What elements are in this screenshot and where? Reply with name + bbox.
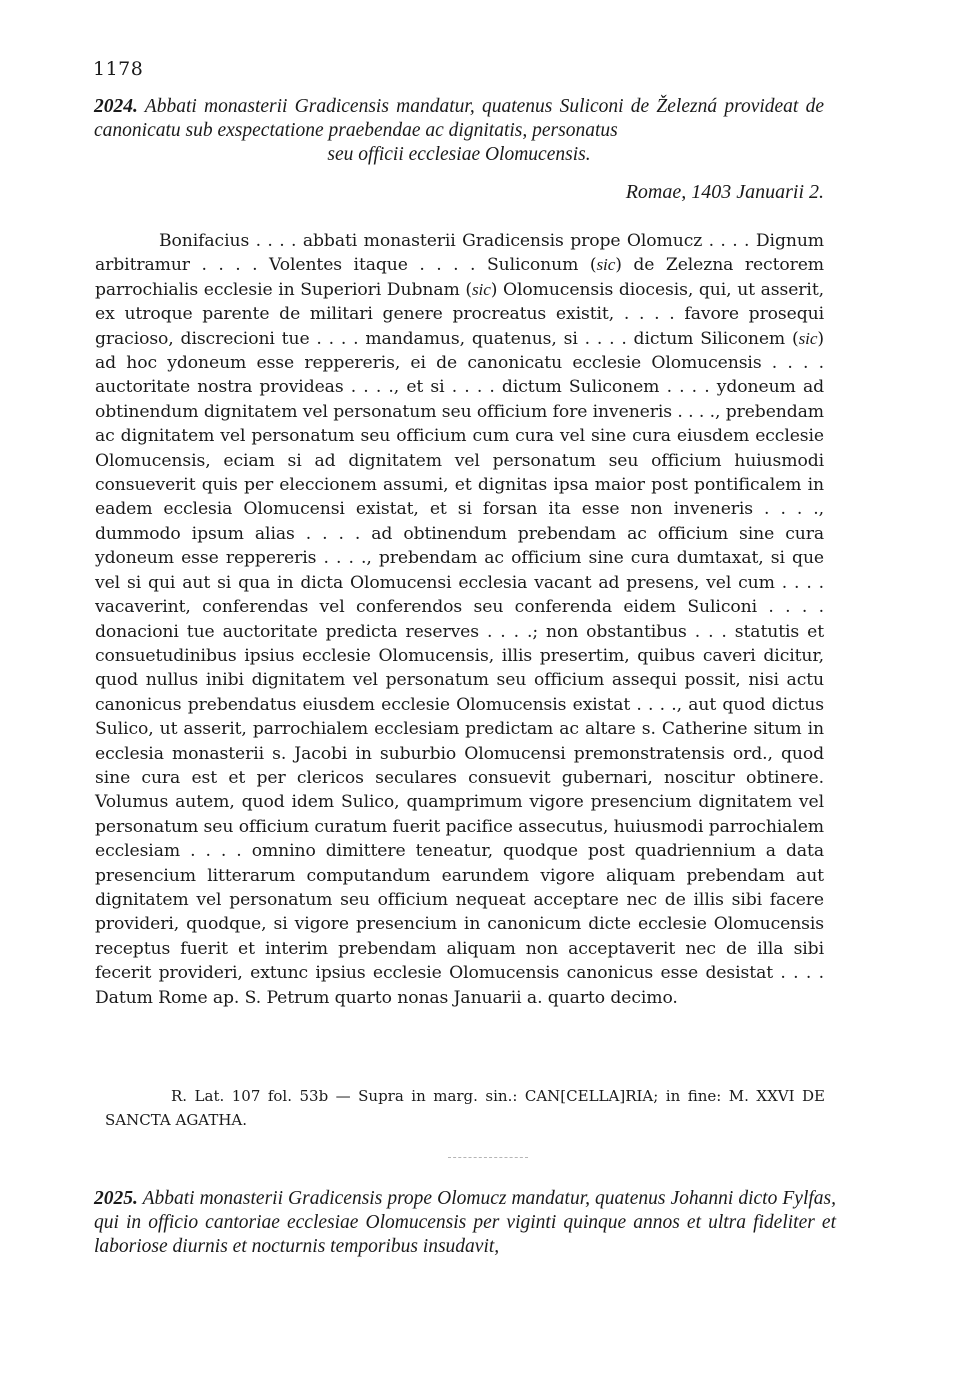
source-note — [105, 1084, 825, 1132]
source-note-text: R. Lat. 107 fol. 53b — Supra in marg. sin.: CAN[CELLA]RIA; in fine: M. XXVI DE SANCTA AGATHA. — [105, 1087, 825, 1129]
regest-text-line3: seu officii ecclesiae Olomucensis. — [327, 144, 591, 165]
body-segment: ) de Zelezna rectorem parrochialis ecclesie in Superiori Dubnam ( — [95, 255, 825, 300]
section-divider — [448, 1157, 528, 1158]
sic-marker: sic — [798, 328, 818, 348]
document-number: 2024. — [94, 96, 138, 117]
regest-2025 — [94, 1187, 836, 1259]
body-segment: ) Olomucensis diocesis, qui, ut asserit, ex utroque parente de militari genere procreatus existit, . . . . favore prosequi gracioso, discrecioni tue . . . . mandamus, quatenus, si . . . . dictum Siliconem ( — [95, 279, 824, 349]
document-number: 2025. — [94, 1188, 138, 1209]
regest-2024 — [94, 95, 824, 167]
sic-marker: sic — [471, 279, 491, 299]
regest-text-line2: provideat de canonicatu sub exspectatione praebendae ac dignitatis, personatus — [94, 96, 825, 141]
body-segment: Bonifacius . . . . abbati monasterii Gradicensis prope Olomucz . . . . Dignum arbitramur . . . . Volentes itaque . . . . Suliconum ( — [95, 231, 824, 276]
sic-marker: sic — [596, 255, 616, 275]
regest-text-line1: Abbati monasterii Gradicensis mandatur, quatenus Suliconi de Železná — [144, 96, 718, 117]
body-segment: ) ad hoc ydoneum esse reppereris, ei de canonicatu ecclesie Olomucensis . . . . auctoritate nostra provideas . . . ., et si . . . . dictum Suliconem . . . . ydoneum ad obtinendum dignitatem vel personatum seu officium fore inveneris . . . ., prebendam ac dignitatem vel personatum seu officium cum cura vel sine cura eiusdem ecclesie Olomucensis, eciam si ad dignitatem vel personatum seu officium huiusmodi consueverit quis per eleccionem assumi, et dignitas ipsa maior post pontificalem in eadem ecclesia Olomucensi existat, et si forsan ita esse non inveneris . . . ., dummodo ipsum alias . . . . ad obtinendum prebendam ac officium sine cura ydoneum esse reppereris . . . ., prebendam ac officium sine cura dumtaxat, si que vel si qui aut si qua in dicta Olomucensi ecclesia vacant ad presens, vel cum . . . . vacaverint, conferendas vel conferendos seu conferenda eidem Suliconi . . . . donacioni tue auctoritate predicta reserves . . . .; non obstantibus . . . statutis et consuetudinibus ipsius ecclesie Olomucensis, illis presertim, quibus caveri dicitur, quod nullus inibi dignitatem vel personatum seu officium assequi possit, nisi actu canonicus prebendatus eiusdem ecclesie Olomucensis existat . . . ., aut quod dictus Sulico, ut asserit, parrochialem ecclesiam predictam ac altare s. Catherine situm in ecclesia monasterii s. Jacobi in suburbio Olomucensi premonstratensis ord., quod sine cura est et per clericos seculares consuevit gubernari, noscitur obtinere. Volumus autem, quod idem Sulico, quamprimum vigore presencium dignitatem vel personatum seu officium curatum fuerit pacifice assecutus, huiusmodi parrochialem ecclesiam . . . . omnino dimittere teneatur, quodque post quadriennium a data presencium litterarum computandum earundem vigore aliquam prebendam aut dignitatem vel personatum seu officium nequeat acceptare nec de illis sibi facere provideri, quodque, si vigore presencium in canonicum dicte ecclesie Olomucensis receptus fuerit et interim prebendam aliquam non acceptaverit nec de illa sibi fecerit provideri, extunc ipsius ecclesie Olomucensis canonicus esse desistat . . . . Datum Rome ap. S. Petrum quarto nonas Januarii a. quarto decimo. — [95, 328, 824, 1008]
page-number: 1178 — [93, 58, 144, 80]
document-body — [95, 229, 824, 1010]
dateline: Romae, 1403 Januarii 2. — [625, 181, 824, 203]
body-paragraph — [95, 229, 824, 1010]
regest-text: Abbati monasterii Gradicensis prope Olomucz mandatur, quatenus Johanni dicto Fylfas, qui in officio cantoriae ecclesiae Olomucensis per viginti quinque annos et ultra fideliter et laboriose diurnis et nocturnis temporibus insudavit, — [94, 1188, 836, 1257]
